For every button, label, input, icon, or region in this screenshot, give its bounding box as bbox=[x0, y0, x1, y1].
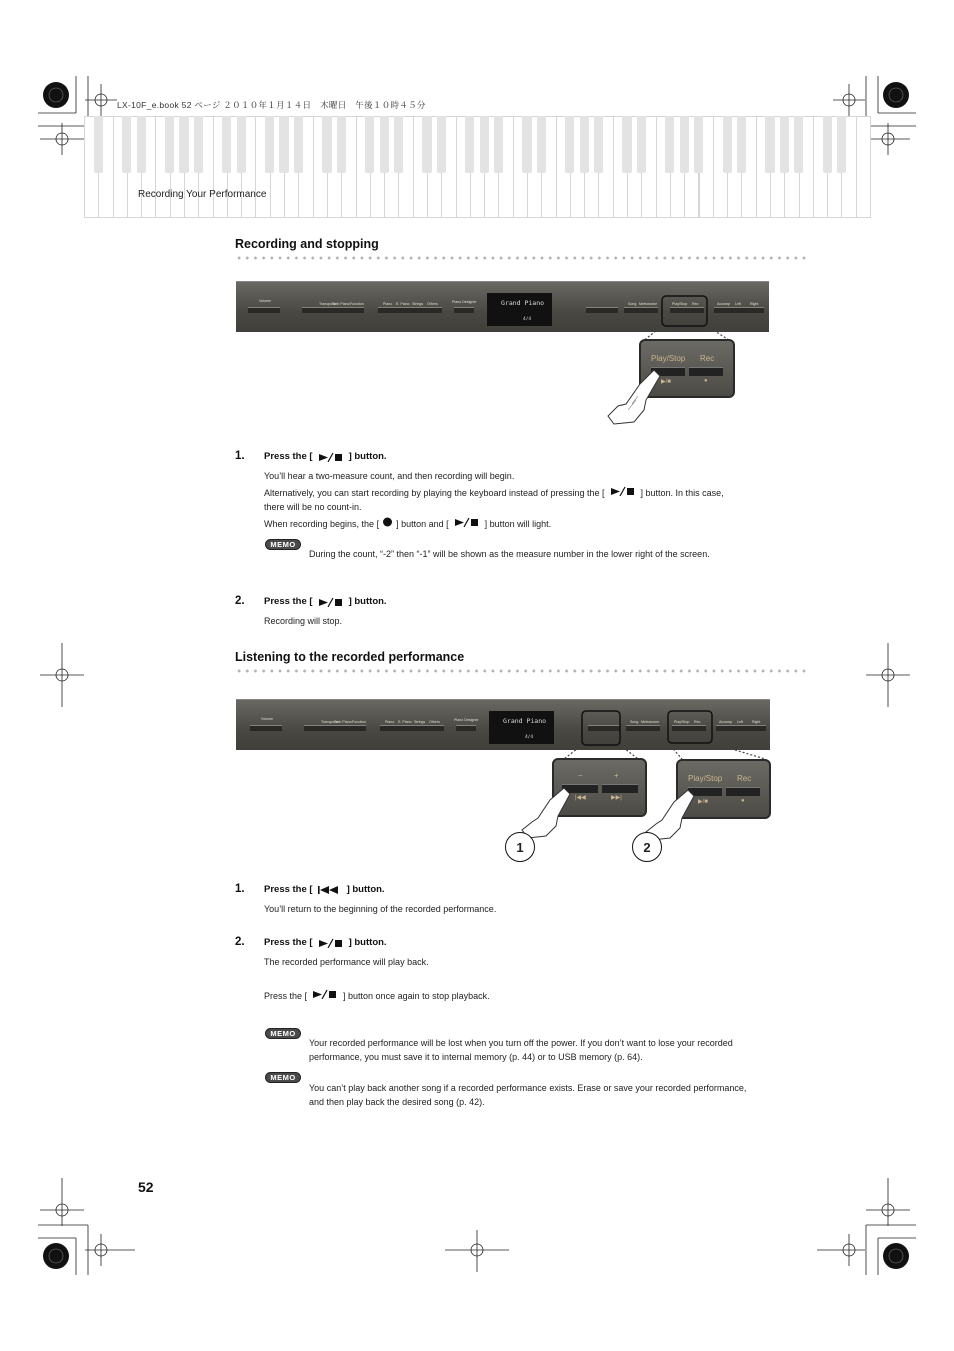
black-key bbox=[194, 116, 203, 173]
black-key bbox=[265, 116, 274, 173]
black-key bbox=[537, 116, 546, 173]
panel-label: E. Piano bbox=[398, 720, 412, 724]
black-key bbox=[394, 116, 403, 173]
panel-label: Others bbox=[427, 302, 438, 306]
step-body: Recording will stop. bbox=[264, 616, 343, 626]
step-number: 1. bbox=[235, 883, 245, 895]
panel-label: Rec bbox=[694, 720, 701, 724]
panel-label: Piano bbox=[383, 302, 393, 306]
panel-label: Transpose bbox=[319, 302, 336, 306]
step-title: Press the [ ] button. bbox=[264, 451, 387, 462]
step-body: When recording begins, the [ ] button and [ ] button will light. bbox=[264, 519, 552, 529]
black-key bbox=[465, 116, 474, 173]
black-key bbox=[823, 116, 832, 173]
panel-label: Function bbox=[350, 302, 364, 306]
black-key bbox=[723, 116, 732, 173]
play-stop-icon bbox=[316, 452, 346, 462]
play-stop-icon bbox=[608, 486, 638, 496]
black-key bbox=[765, 116, 774, 173]
black-key bbox=[137, 116, 146, 173]
black-key bbox=[794, 116, 803, 173]
play-rec-zoom: Play/Stop Rec ▶/■ ● bbox=[639, 339, 735, 398]
memo-text: You can’t play back another song if a recorded performance exists. Erase or save your recorded performance, and then play back the desired song (p. 42). bbox=[309, 1083, 747, 1107]
panel-label: Twin Piano bbox=[332, 302, 350, 306]
callout-lines bbox=[550, 705, 775, 765]
step-body: The recorded performance will play back. bbox=[264, 957, 429, 967]
callout-number: 1 bbox=[505, 832, 535, 862]
panel-label: Function bbox=[352, 720, 366, 724]
memo-icon: MEMO bbox=[265, 539, 301, 550]
file-info-line: LX-10F_e.book 52 ページ ２０１０年１月１４日 木曜日 午後１０時４５分 bbox=[117, 100, 426, 110]
step-title: Press the [ ] button. bbox=[264, 596, 387, 607]
black-key bbox=[480, 116, 489, 173]
step-number: 2. bbox=[235, 936, 245, 948]
black-key bbox=[222, 116, 231, 173]
play-stop-icon bbox=[316, 938, 346, 948]
running-title: Recording Your Performance bbox=[138, 189, 267, 200]
black-key bbox=[165, 116, 174, 173]
black-key bbox=[380, 116, 389, 173]
panel-lcd: Grand Piano 4/4 bbox=[489, 711, 554, 744]
black-key bbox=[94, 116, 103, 173]
step-number: 1. bbox=[235, 450, 245, 462]
panel-label: Rec bbox=[692, 302, 699, 306]
panel-label: Accomp bbox=[719, 720, 732, 724]
callout-number: 2 bbox=[632, 832, 662, 862]
panel-label: Right bbox=[752, 720, 761, 724]
black-key bbox=[837, 116, 846, 173]
step-body: Alternatively, you can start recording by playing the keyboard instead of pressing the [ ] button. In this case, there will be no count-in. bbox=[264, 488, 724, 512]
panel-label: Play/Stop bbox=[672, 302, 688, 306]
song-nav-zoom: − + |◀◀ ▶▶| bbox=[552, 758, 647, 817]
black-key bbox=[494, 116, 503, 173]
step-number: 2. bbox=[235, 595, 245, 607]
memo-text: During the count, “-2” then “-1” will be shown as the measure number in the lower right of the screen. bbox=[309, 549, 710, 559]
black-key bbox=[122, 116, 131, 173]
black-key bbox=[365, 116, 374, 173]
black-key bbox=[179, 116, 188, 173]
step-title: Press the [ ] button. bbox=[264, 937, 387, 948]
panel-label: Strings bbox=[414, 720, 426, 724]
play-stop-icon bbox=[452, 517, 482, 527]
record-icon bbox=[382, 517, 393, 527]
black-key bbox=[594, 116, 603, 173]
panel-label: E. Piano bbox=[396, 302, 410, 306]
panel-label: Twin Piano bbox=[334, 720, 352, 724]
play-stop-icon bbox=[310, 989, 340, 999]
panel-label: Right bbox=[750, 302, 759, 306]
panel-label: Left bbox=[737, 720, 743, 724]
play-rec-zoom: Play/Stop Rec ▶/■ ● bbox=[676, 759, 771, 819]
page-number: 52 bbox=[138, 1179, 154, 1195]
black-key bbox=[622, 116, 631, 173]
step-title: Press the [ ] button. bbox=[264, 884, 385, 895]
panel-label: Strings bbox=[412, 302, 424, 306]
step-body: You’ll hear a two-measure count, and then recording will begin. bbox=[264, 471, 515, 481]
panel-label: Transpose bbox=[321, 720, 338, 724]
play-stop-icon bbox=[316, 597, 346, 607]
black-key bbox=[694, 116, 703, 173]
rewind-icon bbox=[316, 885, 344, 895]
black-key bbox=[665, 116, 674, 173]
panel-label: Others bbox=[429, 720, 440, 724]
black-key bbox=[680, 116, 689, 173]
white-key bbox=[856, 116, 871, 218]
panel-label: Metronome bbox=[639, 302, 658, 306]
black-key bbox=[279, 116, 288, 173]
black-key bbox=[422, 116, 431, 173]
panel-label: Piano bbox=[385, 720, 395, 724]
black-key bbox=[322, 116, 331, 173]
black-key bbox=[337, 116, 346, 173]
section-title-recording: Recording and stopping bbox=[235, 237, 379, 251]
panel-label: Metronome bbox=[641, 720, 660, 724]
black-key bbox=[637, 116, 646, 173]
panel-label: Play/Stop bbox=[674, 720, 690, 724]
black-key bbox=[565, 116, 574, 173]
section-title-listening: Listening to the recorded performance bbox=[235, 650, 465, 664]
keyboard-header-graphic bbox=[84, 116, 870, 218]
panel-label: Piano Designer bbox=[454, 718, 479, 722]
panel-label: Volume bbox=[261, 717, 273, 721]
dotted-divider bbox=[235, 256, 809, 260]
panel-label: Left bbox=[735, 302, 741, 306]
memo-icon: MEMO bbox=[265, 1072, 301, 1083]
black-key bbox=[580, 116, 589, 173]
panel-label: Piano Designer bbox=[452, 300, 477, 304]
panel-label: Volume bbox=[259, 299, 271, 303]
dotted-divider bbox=[235, 669, 809, 673]
panel-label: Accomp bbox=[717, 302, 730, 306]
panel-label: Song bbox=[628, 302, 637, 306]
panel-label: Song bbox=[630, 720, 639, 724]
black-key bbox=[294, 116, 303, 173]
stop-note: Press the [ ] button once again to stop playback. bbox=[264, 991, 490, 1001]
black-key bbox=[780, 116, 789, 173]
memo-text: Your recorded performance will be lost when you turn off the power. If you don’t want to lose your recorded performance, you must save it to internal memory (p. 44) or to USB memory (p. 64). bbox=[309, 1038, 733, 1062]
black-key bbox=[522, 116, 531, 173]
black-key bbox=[737, 116, 746, 173]
step-body: You’ll return to the beginning of the recorded performance. bbox=[264, 904, 497, 914]
panel-lcd: Grand Piano 4/4 bbox=[487, 293, 552, 326]
black-key bbox=[237, 116, 246, 173]
memo-icon: MEMO bbox=[265, 1028, 301, 1039]
black-key bbox=[437, 116, 446, 173]
hand-illustration bbox=[604, 366, 664, 428]
